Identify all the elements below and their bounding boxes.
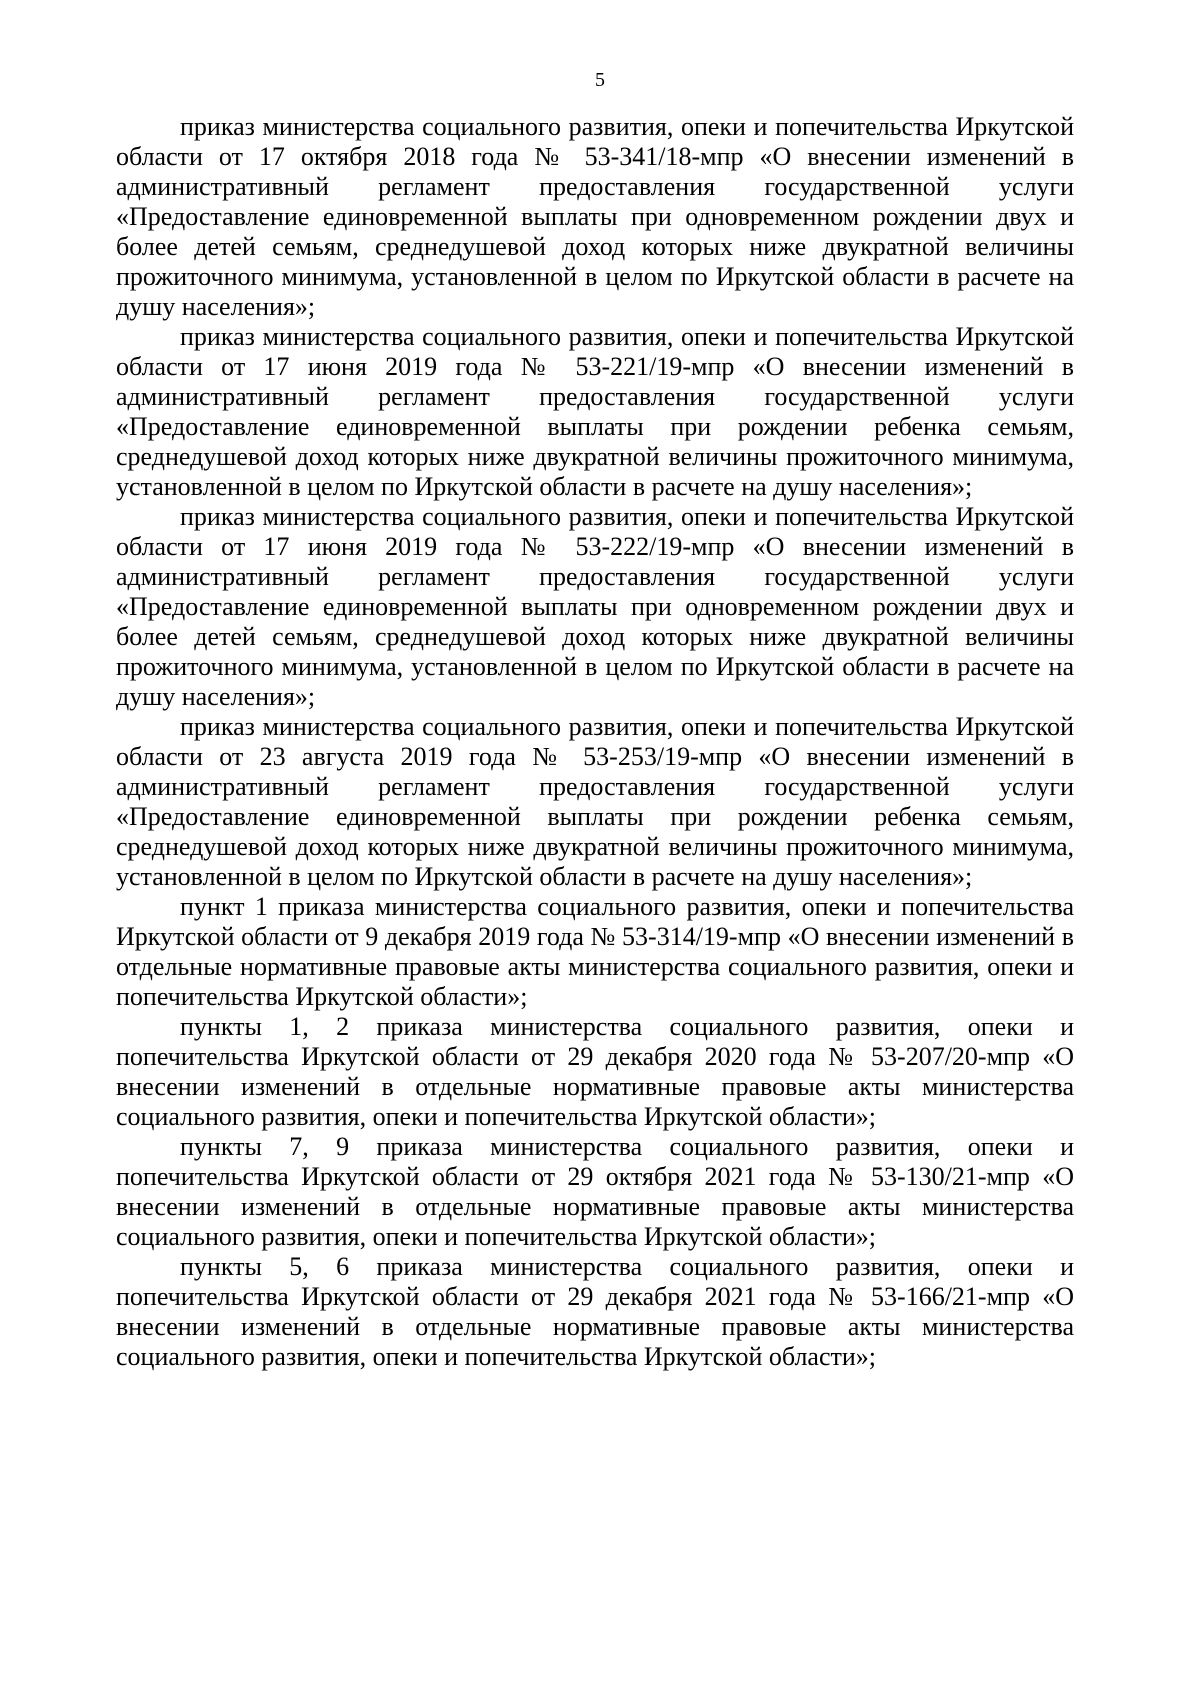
paragraph-order-2019-253: приказ министерства социального развития, опеки и попечительства Иркутской области от 23 августа 2019 года № 53-253/19-мпр «О внесении изменений в административный регламент предоставления государственной услуги «Предоставление единовременной выплаты при рождении ребенка семьям, среднедушевой доход которых ниже двукратной величины прожиточного минимума, установленной в целом по Иркутской области в расчете на душу населения»; — [116, 712, 1074, 891]
paragraph-order-2021-130: пункты 7, 9 приказа министерства социального развития, опеки и попечительства Иркутской области от 29 октября 2021 года № 53-130/21-мпр «О внесении изменений в отдельные нормативные правовые акты министерства социального развития, опеки и попечительства Иркутской области»; — [116, 1132, 1074, 1251]
paragraph-order-2021-166: пункты 5, 6 приказа министерства социального развития, опеки и попечительства Иркутской области от 29 декабря 2021 года № 53-166/21-мпр «О внесении изменений в отдельные нормативные правовые акты министерства социального развития, опеки и попечительства Иркутской области»; — [116, 1252, 1074, 1371]
page-number: 5 — [595, 69, 605, 91]
paragraph-order-2018-341: приказ министерства социального развития, опеки и попечительства Иркутской области от 17 октября 2018 года № 53-341/18-мпр «О внесении изменений в административный регламент предоставления государственной услуги «Предоставление единовременной выплаты при одновременном рождении двух и более детей семьям, среднедушевой доход которых ниже двукратной величины прожиточного минимума, установленной в целом по Иркутской области в расчете на душу населения»; — [116, 112, 1074, 321]
paragraph-order-2019-221: приказ министерства социального развития, опеки и попечительства Иркутской области от 17 июня 2019 года № 53-221/19-мпр «О внесении изменений в административный регламент предоставления государственной услуги «Предоставление единовременной выплаты при рождении ребенка семьям, среднедушевой доход которых ниже двукратной величины прожиточного минимума, установленной в целом по Иркутской области в расчете на душу населения»; — [116, 322, 1074, 501]
paragraph-order-2020-207: пункты 1, 2 приказа министерства социального развития, опеки и попечительства Иркутской области от 29 декабря 2020 года № 53-207/20-мпр «О внесении изменений в отдельные нормативные правовые акты министерства социального развития, опеки и попечительства Иркутской области»; — [116, 1012, 1074, 1131]
paragraph-order-2019-314: пункт 1 приказа министерства социального развития, опеки и попечительства Иркутской области от 9 декабря 2019 года № 53-314/19-мпр «О внесении изменений в отдельные нормативные правовые акты министерства социального развития, опеки и попечительства Иркутской области»; — [116, 892, 1074, 1011]
paragraph-order-2019-222: приказ министерства социального развития, опеки и попечительства Иркутской области от 17 июня 2019 года № 53-222/19-мпр «О внесении изменений в административный регламент предоставления государственной услуги «Предоставление единовременной выплаты при одновременном рождении двух и более детей семьям, среднедушевой доход которых ниже двукратной величины прожиточного минимума, установленной в целом по Иркутской области в расчете на душу населения»; — [116, 502, 1074, 711]
document-body — [116, 112, 1074, 1372]
